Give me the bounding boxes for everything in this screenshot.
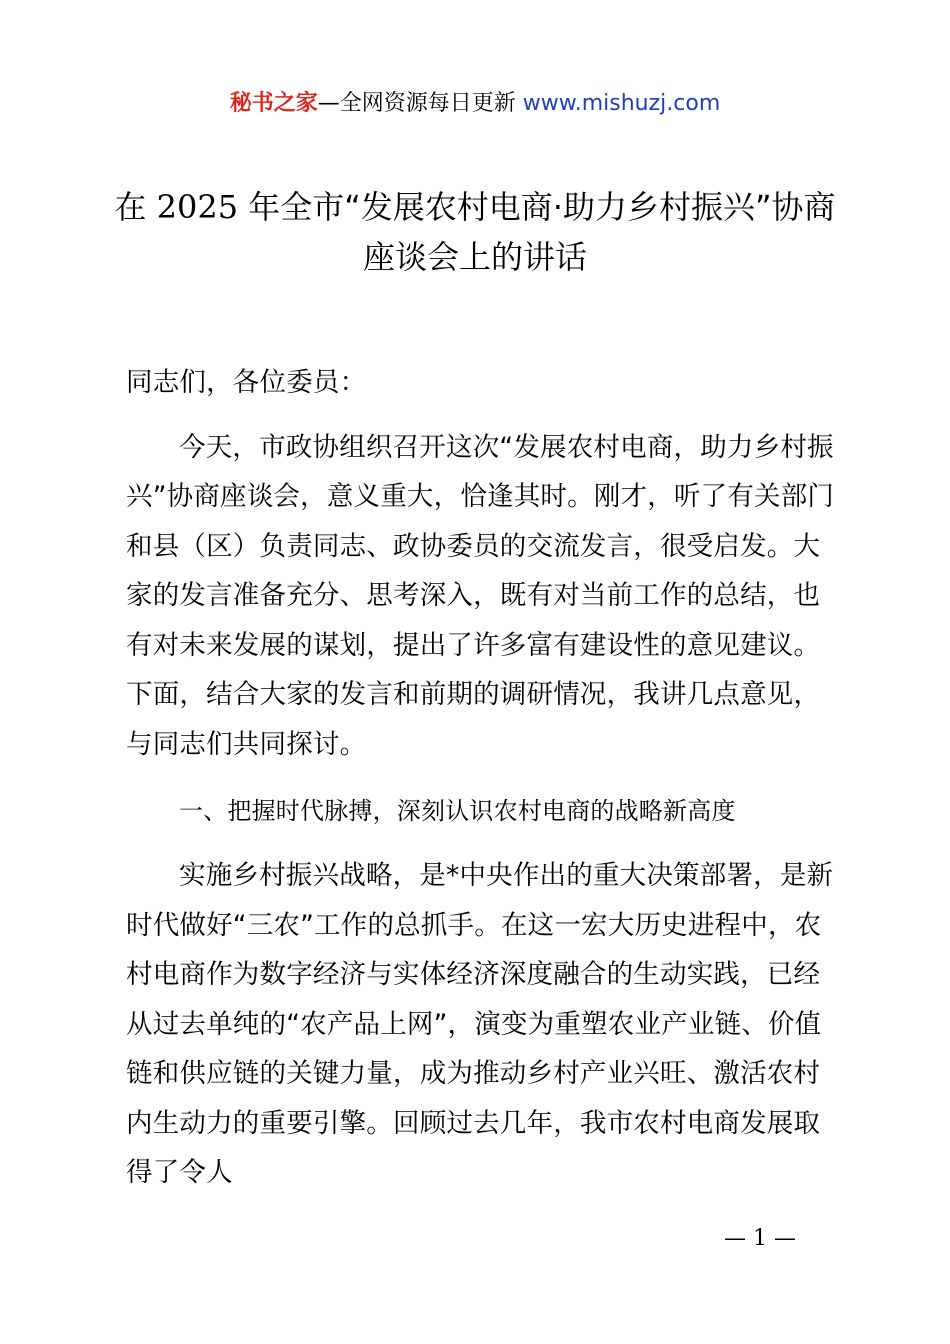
title-year: 2025 xyxy=(156,188,239,226)
site-header-banner xyxy=(0,88,950,120)
intro-paragraph: 今天，市政协组织召开这次“发展农村电商，助力乡村振兴”协商座谈会，意义重大，恰逢其时。刚才，听了有关部门和县（区）负责同志、政协委员的交流发言，很受启发。大家的发言准备充分、思考深入，既有对当前工作的总结，也有对未来发展的谋划，提出了许多富有建设性的意见建议。下面，结合大家的发言和前期的调研情况，我讲几点意见，与同志们共同探讨。 xyxy=(126,431,835,760)
document-body xyxy=(126,358,836,1198)
title-prefix: 在 xyxy=(114,188,157,226)
site-url-link[interactable]: www.mishuzj.com xyxy=(522,91,721,116)
document-title xyxy=(100,182,850,282)
site-tagline: —全网资源每日更新 xyxy=(317,91,523,116)
section-1-paragraph: 实施乡村振兴战略，是*中央作出的重大决策部署，是新时代做好“三农”工作的总抓手。在这一宏大历史进程中，农村电商作为数字经济与实体经济深度融合的生动实践，已经从过去单纯的“农产品上网”，演变为重塑农业产业链、价值链和供应链的关键力量，成为推动乡村产业兴旺、激活农村内生动力的重要引擎。回顾过去几年，我市农村电商发展取得了令人 xyxy=(126,860,834,1188)
section-heading-1: 一、把握时代脉搏，深刻认识农村电商的战略新高度 xyxy=(179,797,736,825)
title-rest: 年全市“发展农村电商·助力乡村振兴”协商座谈会上的讲话 xyxy=(238,188,836,276)
salutation: 同志们，各位委员： xyxy=(126,367,367,398)
site-brand-name: 秘书之家 xyxy=(229,91,318,116)
page-number: — 1 — xyxy=(724,1226,796,1251)
